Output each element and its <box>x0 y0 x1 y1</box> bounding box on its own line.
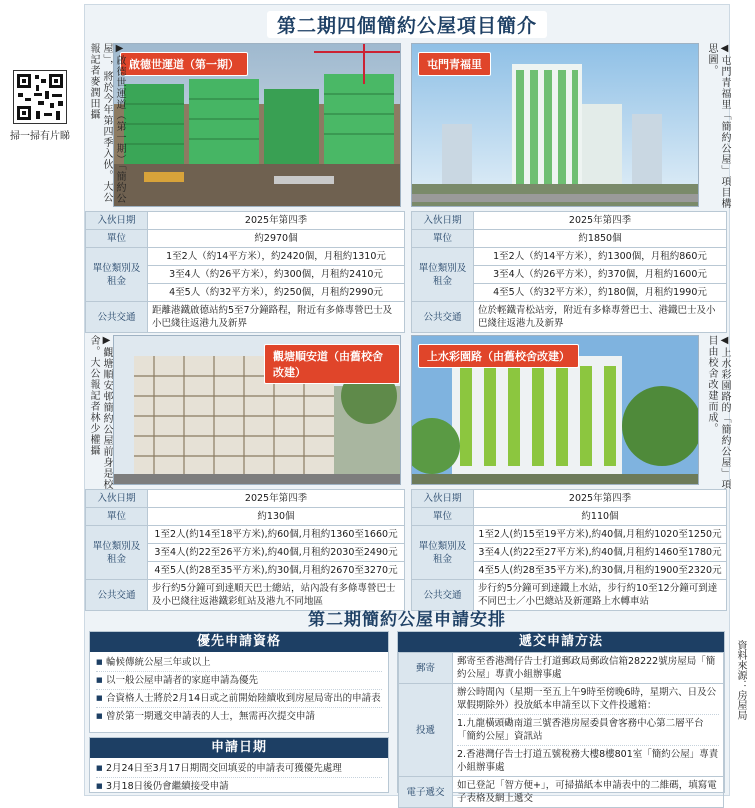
online-method: 如已登記「智方便+」，可掃描紙本申請表中的二維碼，填寫電子表格及網上遞交 <box>453 777 724 808</box>
project-info-table: 入伙日期 2025年第四季 單位 約1850個 單位類別及租金 1至2人（約14平方米），約1300個，月租約860元 3至4人（約26平方米），約370個，月租約1600元 4至5人（約32平方米），約180個，月租約1990元 公共交通 位於輕鐵青松站旁，附近有多條專營巴士、港鐵巴士及小巴綫往返港九及新界 <box>411 211 727 333</box>
project-photo <box>411 43 699 207</box>
box-title: 申請日期 <box>90 738 388 758</box>
project-info-table: 入伙日期 2025年第四季 單位 約130個 單位類別及租金 1至2人(約14至18平方米),約60個,月租約1360至1660元 3至4人(約22至26平方米),約40個,月租約2030至2490元 4至5人(約28至35平方米),約30個,月租約2670至3270元 公共交通 步行約5分鐘可到達順天巴士總站，站內設有多條專營巴士及小巴綫往返港鐵彩虹站及港九不同地區 <box>85 489 405 611</box>
qr-code[interactable] <box>13 70 67 124</box>
qr-label: 掃一掃有片睇 <box>10 131 70 142</box>
method-label: 投遞 <box>399 684 453 777</box>
photo-caption: ◀屯門青福里「簡約公屋」項目構思圖。 <box>706 43 730 209</box>
transport-info: 步行約5分鐘可到達順天巴士總站，站內設有多條專營巴士及小巴綫往返港鐵彩虹站及港九不同地區 <box>148 580 405 611</box>
move-in-date: 2025年第四季 <box>474 490 727 508</box>
project-card-kaitak <box>85 43 405 333</box>
qr-section <box>4 70 76 142</box>
method-label: 電子遞交 <box>399 777 453 808</box>
unit-count: 約1850個 <box>474 230 727 248</box>
unit-type-row: 1至2人（約14平方米），約2420個，月租約1310元 <box>148 248 405 266</box>
project-card-tuenmun <box>411 43 730 333</box>
list-item: ■ 2月24日至3月17日期間交回填妥的申請表可獲優先處理 <box>96 760 382 778</box>
project-photo <box>113 43 401 207</box>
infographic <box>84 4 730 804</box>
application-dates-box <box>89 737 389 793</box>
unit-type-row: 4至5人(約28至35平方米),約30個,月租約2670至3270元 <box>148 562 405 580</box>
transport-info: 步行約5分鐘可到達鐵上水站，步行約10至12分鐘可到達不同巴士／小巴總站及新運路上水轉車站 <box>474 580 727 611</box>
data-source: 資料來源：房屋局 <box>735 640 746 720</box>
move-in-date: 2025年第四季 <box>474 212 727 230</box>
list-item: ■ 曾於第一期遞交申請表的人士，無需再次提交申請 <box>96 708 382 725</box>
project-name-tag: 啟德世運道（第一期） <box>120 52 248 76</box>
project-photo <box>113 335 401 485</box>
list-item: ■ 輪候傳統公屋三年或以上 <box>96 654 382 672</box>
unit-type-row: 1至2人（約14平方米），約1300個，月租約860元 <box>474 248 727 266</box>
unit-type-row: 3至4人(約22至26平方米),約40個,月租約2030至2490元 <box>148 544 405 562</box>
list-item: ■ 合資格人士將於2月14日或之前開始陸續收到房屋局寄出的申請表 <box>96 690 382 708</box>
transport-info: 距離港鐵啟德站約5至7分鐘路程，附近有多條專營巴士及小巴綫往返港九及新界 <box>148 302 405 333</box>
photo-caption: ◀上水彩園路的「簡約公屋」項目由校舍改建而成。 <box>706 335 730 490</box>
project-name-tag: 屯門青福里 <box>418 52 491 76</box>
unit-type-row: 4至5人（約32平方米），約250個，月租約2990元 <box>148 284 405 302</box>
project-photo <box>411 335 699 485</box>
list-item: ■ 3月18日後仍會繼續接受申請 <box>96 778 382 795</box>
project-info-table: 入伙日期 2025年第四季 單位 約110個 單位類別及租金 1至2人(約15至19平方米),約40個,月租約1020至1250元 3至4人(約22至27平方米),約40個,月租約1460至1780元 4至5人(約28至35平方米),約30個,月租約1900至2320元 公共交通 步行約5分鐘可到達鐵上水站，步行約10至12分鐘可到達不同巴士／小巴總站及新運路上水轉車站 <box>411 489 727 611</box>
photo-caption: ▶啟德世運道（第一期）「簡約公屋」，將於今年第四季入伙。大公報記者麥潤田攝 <box>88 43 125 204</box>
main-title: 第二期四個簡約公屋項目簡介 <box>85 11 729 37</box>
submission-methods-box <box>397 631 725 804</box>
move-in-date: 2025年第四季 <box>148 490 405 508</box>
unit-type-row: 1至2人(約15至19平方米),約40個,月租約1020至1250元 <box>474 526 727 544</box>
photo-caption: ▶觀塘順安邨簡約公屋前身是校舍。大公報記者林少權攝 <box>88 335 112 490</box>
list-item: ■ 以一般公屋申請者的家庭申請為優先 <box>96 672 382 690</box>
box-title: 遞交申請方法 <box>398 632 724 652</box>
unit-type-row: 4至5人（約32平方米），約180個，月租約1990元 <box>474 284 727 302</box>
section-title-application: 第二期簡約公屋申請安排 <box>308 610 506 630</box>
project-card-sheungshui <box>411 335 730 611</box>
project-name-tag: 觀塘順安道（由舊校舍改建） <box>264 344 400 384</box>
move-in-date: 2025年第四季 <box>148 212 405 230</box>
unit-count: 約130個 <box>148 508 405 526</box>
mail-method: 郵寄至香港灣仔告士打道郵政局郵政信箱28222號房屋局「簡約公屋」專責小組辦事處 <box>453 653 724 684</box>
project-info-table: 入伙日期 2025年第四季 單位 約2970個 單位類別及租金 1至2人（約14平方米），約2420個，月租約1310元 3至4人（約26平方米），約300個，月租約2410元 4至5人（約32平方米），約250個，月租約2990元 公共交通 距離港鐵啟德站約5至7分鐘路程，附近有多條專營巴士及小巴綫往返港九及新界 <box>85 211 405 333</box>
project-name-tag: 上水彩園路（由舊校舍改建） <box>418 344 579 368</box>
unit-type-row: 3至4人（約26平方米），約300個，月租約2410元 <box>148 266 405 284</box>
unit-type-row: 3至4人(約22至27平方米),約40個,月租約1460至1780元 <box>474 544 727 562</box>
method-label: 郵寄 <box>399 653 453 684</box>
project-card-kwuntong <box>85 335 405 611</box>
drop-off-method: 辦公時間內（星期一至五上午9時至傍晚6時，星期六、日及公眾假期除外）投放紙本申請至以下文件投遞箱： 1.九龍橫頭磡南道三號香港房屋委員會客務中心第二層平台「簡約公屋」資訊站 2.香港灣仔告士打道五號稅務大樓8樓801室「簡約公屋」專責小組辦事處 <box>453 684 724 777</box>
unit-count: 約2970個 <box>148 230 405 248</box>
unit-type-row: 1至2人(約14至18平方米),約60個,月租約1360至1660元 <box>148 526 405 544</box>
unit-type-row: 4至5人(約28至35平方米),約30個,月租約1900至2320元 <box>474 562 727 580</box>
box-title: 優先申請資格 <box>90 632 388 652</box>
unit-count: 約110個 <box>474 508 727 526</box>
unit-type-row: 3至4人（約26平方米），約370個，月租約1600元 <box>474 266 727 284</box>
transport-info: 位於輕鐵青松站旁，附近有多條專營巴士、港鐵巴士及小巴綫往返港九及新界 <box>474 302 727 333</box>
priority-eligibility-box <box>89 631 389 733</box>
